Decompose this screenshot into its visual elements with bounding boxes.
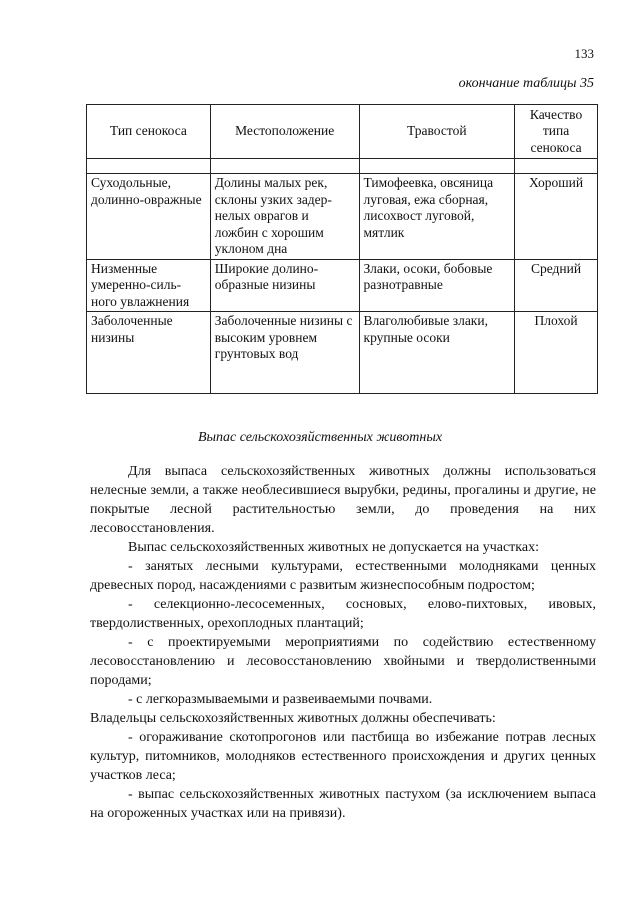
cell-location: Широкие долино-образные низины xyxy=(210,259,359,312)
list-item: - огораживание скотопрогонов или пастбища во избежание потрав лесных культур, питомников, молодняков естественного происхождения и других ценных участков леса; xyxy=(90,730,596,783)
list-item: - занятых лесными культурами, естественными молодняками ценных древесных пород, насаждениями с развитым жизнеспособным подростом; xyxy=(90,559,596,593)
header-location: Местоположение xyxy=(210,105,359,159)
header-quality: Качество типа сенокоса xyxy=(515,105,598,159)
header-grass: Травостой xyxy=(359,105,515,159)
table-row xyxy=(87,312,598,394)
table-spacer-row xyxy=(87,159,598,174)
paragraph: Для выпаса сельскохозяйственных животных должны использоваться нелесные земли, а также необлесившиеся вырубки, редины, прогалины и другие, не покрытые лесной растительностью земли, до проведения на них лесовосстановления. xyxy=(90,464,596,536)
list-item: - селекционно-лесосеменных, сосновых, елово-пихтовых, ивовых, твердолиственных, орехоплодных плантаций; xyxy=(90,597,596,631)
table-row xyxy=(87,259,598,312)
table-caption: окончание таблицы 35 xyxy=(458,76,594,91)
section-title: Выпас сельскохозяйственных животных xyxy=(197,430,443,445)
cell-quality: Хороший xyxy=(515,174,598,260)
paragraph: Выпас сельскохозяйственных животных не допускается на участках: xyxy=(128,540,539,555)
table-row xyxy=(87,174,598,260)
table-header-row xyxy=(87,105,598,159)
cell-location: Заболоченные низины с высоким уровнем грунтовых вод xyxy=(210,312,359,394)
page-number: 133 xyxy=(574,46,594,61)
cell-quality: Средний xyxy=(515,259,598,312)
cell-location: Долины малых рек, склоны узких задер-нелых оврагов и ложбин с хорошим уклоном дна xyxy=(210,174,359,260)
paragraph: Владельцы сельскохозяйственных животных должны обеспечивать: xyxy=(90,711,496,726)
list-item: - выпас сельскохозяйственных животных пастухом (за исключением выпаса на огороженных участках или на привязи). xyxy=(90,787,596,821)
cell-type: Низменные умеренно-силь-ного увлажнения xyxy=(87,259,211,312)
cell-grass: Тимофеевка, овсяница луговая, ежа сборная, лисохвост луговой, мятлик xyxy=(359,174,515,260)
list-item: - с легкоразмываемыми и развеиваемыми почвами. xyxy=(128,692,433,707)
cell-type: Суходольные, долинно-овражные xyxy=(87,174,211,260)
cell-grass: Влаголюбивые злаки, крупные осоки xyxy=(359,312,515,394)
list-item: - с проектируемыми мероприятиями по содействию естественному лесовосстановлению и лесовосстановлению хвойными и твердолиственными породами; xyxy=(90,635,596,688)
header-type: Тип сенокоса xyxy=(87,105,211,159)
body-text xyxy=(90,462,596,823)
cell-quality: Плохой xyxy=(515,312,598,394)
cell-type: Заболоченные низины xyxy=(87,312,211,394)
cell-grass: Злаки, осоки, бобовые разнотравные xyxy=(359,259,515,312)
hayfield-types-table xyxy=(86,104,598,394)
